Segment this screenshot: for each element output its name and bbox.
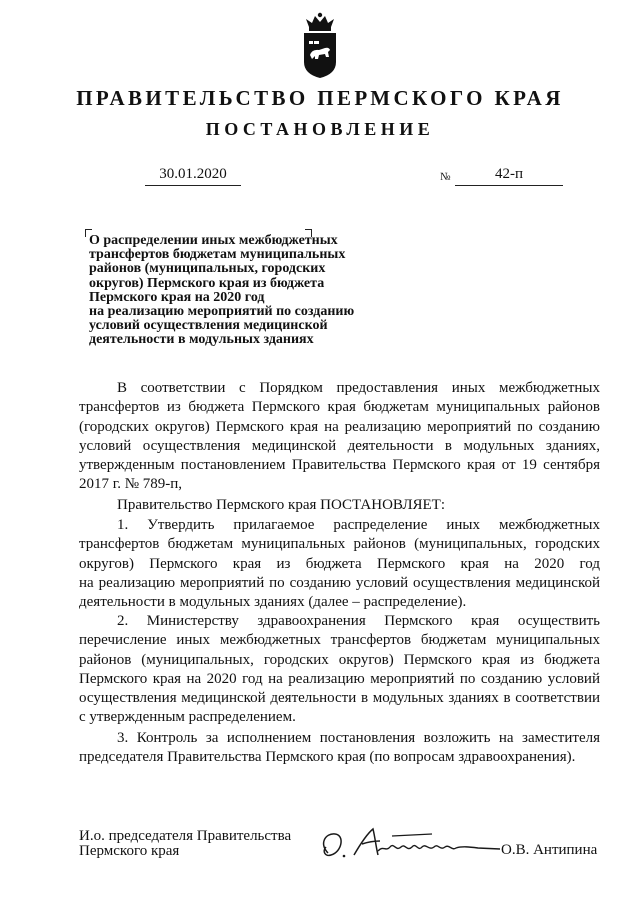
document-date: 30.01.2020 [145,165,241,186]
signatory-position [79,829,291,858]
document-number: 42-п [455,165,563,186]
paragraph-line: председателя Правительства Пермского края (по вопросам здравоохранения). [79,749,576,766]
number-sign: № [440,171,451,183]
handwritten-signature [316,826,502,864]
subject-line: на реализацию мероприятий по созданию [89,304,355,320]
paragraph-line: трансфертов бюджетам муниципальных районов (муниципальных, городских [79,536,600,553]
paragraph-line: деятельности в модульных зданиях (далее – распределение). [79,594,467,611]
signatory-position-line: И.о. председателя Правительства [79,828,292,844]
paragraph-item-2 [79,612,600,728]
paragraph-preamble [79,379,600,495]
subject-line: трансфертов бюджетам муниципальных [89,247,346,263]
subject-line: условий осуществления медицинской [89,318,328,334]
paragraph-line: округов) Пермского края из бюджета Пермского края на 2020 год [79,555,600,572]
perm-krai-coat-of-arms-icon [298,12,342,80]
signatory-name: О.В. Антипина [501,842,598,858]
paragraph-line: с утвержденным распределением. [79,709,296,726]
paragraph-line: 2017 г. № 789-п, [79,476,183,493]
organization-name: ПРАВИТЕЛЬСТВО ПЕРМСКОГО КРАЯ [76,86,564,110]
paragraph-line: осуществления медицинской деятельности в модульных зданиях в соответствии [79,690,600,707]
paragraph-line: районов (муниципальных, городских округов) Пермского края из бюджета [79,651,600,668]
signatory-position-line: Пермского края [79,842,180,859]
subject-line: деятельности в модульных зданиях [89,332,314,348]
paragraph-line: (городских округов) Пермского края на реализацию мероприятий по созданию [79,418,600,435]
paragraph-line: 1. Утвердить прилагаемое распределение иных межбюджетных [117,517,600,533]
subject-line: округов) Пермского края из бюджета [89,275,325,291]
paragraph-line: 3. Контроль за исполнением постановления возложить на заместителя [117,730,600,746]
paragraph-line: условий осуществления медицинской деятельности в модульных зданиях, [79,437,600,454]
document-subject [89,234,389,348]
subject-line: О распределении иных межбюджетных [89,233,338,248]
paragraph-item-3 [79,729,600,768]
paragraph-line: перечисление иных межбюджетных трансфертов бюджетам муниципальных [79,632,600,649]
document-type: ПОСТАНОВЛЕНИЕ [205,119,435,139]
paragraph-line: В соответствии с Порядком предоставления иных межбюджетных [117,380,600,396]
subject-line: Пермского края на 2020 год [89,289,265,305]
paragraph-item-1 [79,516,600,612]
paragraph-line: на реализацию мероприятий по созданию условий осуществления медицинской [79,574,600,591]
paragraph-resolves [79,496,600,515]
subject-line: районов (муниципальных, городских [89,261,326,277]
paragraph-line: Пермского края на 2020 год на реализацию мероприятий по созданию условий [79,670,600,687]
paragraph-line: утвержденным постановлением Правительства Пермского края от 19 сентября [79,457,600,474]
paragraph-line: 2. Министерству здравоохранения Пермского края осуществить [117,613,600,629]
paragraph-line: Правительство Пермского края ПОСТАНОВЛЯЕТ: [117,497,446,513]
paragraph-line: трансфертов из бюджета Пермского края бюджетам муниципальных районов [79,399,600,416]
